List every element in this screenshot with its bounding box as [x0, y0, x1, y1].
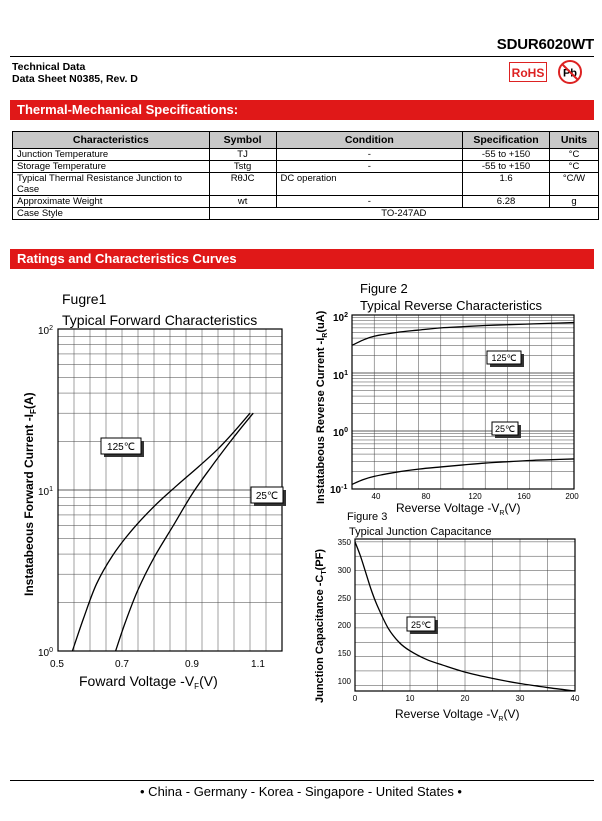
- fig1-grid: [58, 329, 282, 651]
- fig2-xtick: 40: [371, 492, 381, 501]
- fig2-grid: [352, 315, 574, 489]
- fig3-xtick: 30: [515, 694, 525, 703]
- cell-specification: -55 to +150: [463, 149, 550, 161]
- cell-symbol: Tstg: [209, 161, 276, 173]
- col-condition: Condition: [276, 132, 463, 149]
- fig3-ytick: 250: [337, 594, 351, 603]
- fig3-label: Figure 3: [347, 511, 388, 523]
- fig2-ytick-100: $10^2$: [333, 312, 349, 324]
- cell-unit: °C: [550, 161, 599, 173]
- pb-free-icon: [557, 59, 583, 85]
- table-row: [13, 208, 599, 220]
- table-row: [13, 161, 599, 173]
- col-specification: Specification: [463, 132, 550, 149]
- specs-header-row: [13, 132, 599, 149]
- fig1-label: Fugre1: [62, 291, 107, 307]
- fig1-ytick-10: $10^1$: [38, 486, 54, 498]
- fig1-label-25: [251, 487, 286, 506]
- fig3-xtick: 10: [405, 694, 415, 703]
- fig2-xlabel: Reverse Voltage $-V_R(V)$: [396, 501, 521, 517]
- fig1-xtick: 1.1: [251, 659, 265, 670]
- cell-characteristic: Approximate Weight: [13, 196, 210, 208]
- fig1-ytick-100: $10^2$: [38, 325, 54, 337]
- fig3-ytick: 350: [337, 538, 351, 547]
- fig3-ylabel: Junction Capacitance $-C_T(PF)$: [314, 548, 328, 703]
- series-line-0: [72, 413, 250, 651]
- cell-unit: °C/W: [550, 173, 599, 196]
- document-info: [12, 61, 138, 85]
- col-units: Units: [550, 132, 599, 149]
- cell-characteristic: Storage Temperature: [13, 161, 210, 173]
- fig1-ylabel: Instatabeous Forward Current $-I_F(A)$: [22, 392, 38, 596]
- part-number: SDUR6020WT: [496, 36, 594, 53]
- fig2-ylabel: Instatabeous Reverse Current $-I_R(uA)$: [315, 310, 329, 504]
- fig2-ytick-10: $10^1$: [333, 370, 349, 382]
- fig1-xlabel: Foward Voltage $-V_F(V)$: [79, 673, 218, 691]
- cell-condition: -: [276, 161, 463, 173]
- fig1-title: Typical Forward Characteristics: [62, 312, 258, 328]
- thermal-section-banner: Thermal-Mechanical Specifications:: [10, 100, 594, 120]
- fig1-ytick-1: $10^0$: [38, 647, 54, 659]
- fig3-label-25: [407, 617, 438, 634]
- cell-specification: 6.28: [463, 196, 550, 208]
- specs-table: [12, 131, 599, 220]
- cell-condition: -: [276, 149, 463, 161]
- fig2-xtick: 80: [421, 492, 431, 501]
- cell-symbol: TJ: [209, 149, 276, 161]
- fig3-grid: [355, 539, 575, 691]
- fig2-label-125: [487, 351, 524, 367]
- fig2-series-name-125: 125℃: [491, 353, 517, 363]
- table-row: [13, 149, 599, 161]
- figure2-chart: [300, 278, 602, 518]
- pb-label: Pb: [562, 67, 578, 80]
- fig1-xtick: 0.7: [115, 659, 129, 670]
- cell-symbol: wt: [209, 196, 276, 208]
- cell-specification: -55 to +150: [463, 161, 550, 173]
- cell-unit: g: [550, 196, 599, 208]
- fig1-series-name-25: 25℃: [255, 491, 279, 502]
- col-symbol: Symbol: [209, 132, 276, 149]
- fig3-xtick: 20: [460, 694, 470, 703]
- fig2-ytick-01: $10^{-1}$: [330, 484, 348, 496]
- cell-condition: DC operation: [276, 173, 463, 196]
- fig1-label-125: [101, 438, 144, 457]
- cell-case-style: TO-247AD: [209, 208, 598, 220]
- fig2-series-name-25: 25℃: [494, 424, 516, 434]
- cell-unit: °C: [550, 149, 599, 161]
- fig2-title: Typical Reverse Characteristics: [360, 298, 543, 313]
- curves-section-banner: Ratings and Characteristics Curves: [10, 249, 594, 269]
- cell-characteristic: Junction Temperature: [13, 149, 210, 161]
- fig1-series-name-125: 125℃: [107, 442, 135, 453]
- fig3-ytick: 100: [337, 677, 351, 686]
- fig3-title: Typical Junction Capacitance: [349, 526, 492, 538]
- fig2-ytick-1: $10^0$: [333, 427, 349, 439]
- cell-characteristic: Typical Thermal Resistance Junction to Case: [13, 173, 210, 196]
- footer-rule: [10, 780, 594, 781]
- fig3-xtick: 0: [352, 694, 358, 703]
- figure1-chart: [0, 280, 300, 700]
- rohs-badge: RoHS: [509, 62, 547, 82]
- fig3-ytick: 300: [337, 566, 351, 575]
- col-characteristics: Characteristics: [13, 132, 210, 149]
- table-row: [13, 173, 599, 196]
- table-row: [13, 196, 599, 208]
- fig2-xtick: 200: [565, 492, 579, 501]
- cell-symbol: RθJC: [209, 173, 276, 196]
- footer-locations: • China - Germany - Korea - Singapore - United States •: [140, 784, 462, 799]
- figure3-chart: [300, 508, 602, 733]
- fig3-ytick: 150: [337, 649, 351, 658]
- fig2-label-25: [492, 422, 521, 438]
- fig1-curves: [72, 413, 253, 651]
- fig2-xtick: 160: [517, 492, 531, 501]
- fig3-xtick: 40: [570, 694, 580, 703]
- cell-characteristic: Case Style: [13, 208, 210, 220]
- cell-specification: 1.6: [463, 173, 550, 196]
- fig3-series-name-25: 25℃: [410, 620, 432, 630]
- fig1-xtick: 0.5: [50, 659, 64, 670]
- fig1-xtick: 0.9: [185, 659, 199, 670]
- fig3-ytick: 200: [337, 621, 351, 630]
- header-rule: [10, 56, 594, 57]
- fig3-xlabel: Reverse Voltage $-V_R(V)$: [395, 707, 520, 723]
- doc-line-2: Data Sheet N0385, Rev. D: [12, 73, 138, 85]
- fig2-label: Figure 2: [360, 281, 408, 296]
- fig2-xtick: 120: [468, 492, 482, 501]
- doc-line-1: Technical Data: [12, 61, 86, 73]
- cell-condition: -: [276, 196, 463, 208]
